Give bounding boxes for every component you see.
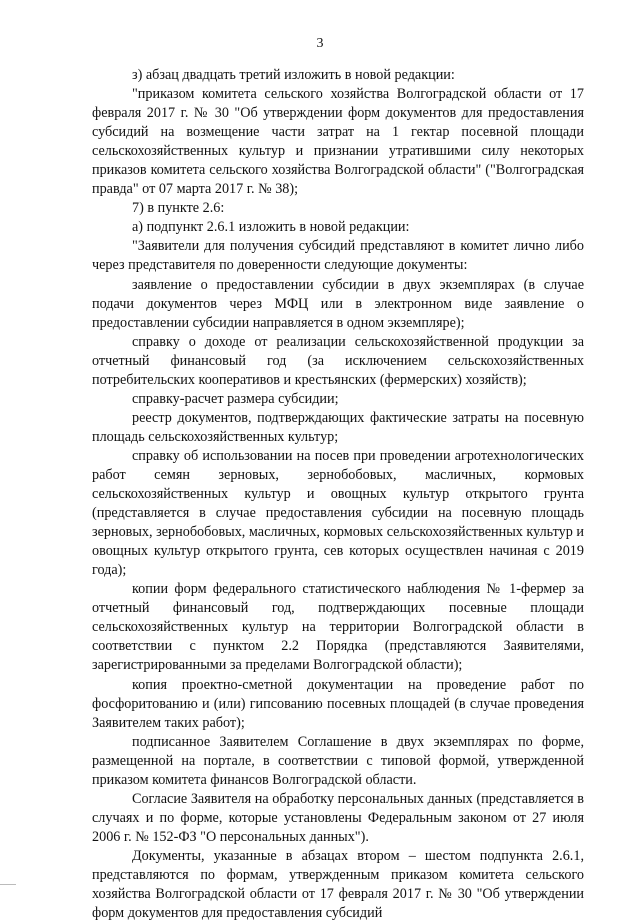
- paragraph-personal-data-consent: Согласие Заявителя на обработку персональных данных (представляется в случаях и по форме, которые установлены Федеральным законом от 27 июля 2006 г. № 152-ФЗ "О персональных данных").: [92, 790, 584, 845]
- paragraph-document-forms: Документы, указанные в абзацах втором – шестом подпункта 2.6.1, представляются по формам, утвержденным приказом комитета сельского хозяйства Волгоградской области от 17 февраля 2017 г. № 30 "Об утверждении форм документов для предоставления субсидий: [92, 847, 584, 922]
- scan-edge-mark: [0, 884, 16, 885]
- page-number: 3: [316, 36, 324, 51]
- paragraph-item-7: 7) в пункте 2.6:: [132, 200, 225, 217]
- paragraph-income-certificate: справку о доходе от реализации сельскохозяйственной продукции за отчетный финансовый год (за исключением сельскохозяйственных потребительских кооперативов и крестьянских (фермерских) хозяйств);: [92, 333, 584, 388]
- paragraph-agreement: подписанное Заявителем Соглашение в двух экземплярах по форме, размещенной на портале, в соответствии с типовой формой, утвержденной приказом комитета финансов Волгоградской области.: [92, 733, 584, 788]
- paragraph-registry: реестр документов, подтверждающих фактические затраты на посевную площадь сельскохозяйственных культур;: [92, 409, 584, 445]
- paragraph-order-citation: "приказом комитета сельского хозяйства Волгоградской области от 17 февраля 2017 г. № 30 "Об утверждении форм документов для предоставления субсидий на возмещение части затрат на 1 гектар посевной площади сельскохозяйственных культур и признании утратившими силу некоторых приказов комитета сельского хозяйства Волгоградской области" ("Волгоградская правда" от 07 марта 2017 г. № 38);: [92, 86, 584, 198]
- paragraph-application: заявление о предоставлении субсидии в двух экземплярах (в случае подачи документов через МФЦ или в электронном виде заявление о предоставлении субсидии направляется в одном экземпляре);: [92, 276, 584, 331]
- document-body: [92, 66, 584, 923]
- paragraph-subitem-a: а) подпункт 2.6.1 изложить в новой редакции:: [132, 219, 410, 236]
- paragraph-applicants: "Заявители для получения субсидий представляют в комитет лично либо через представителя по доверенности следующие документы:: [92, 238, 584, 274]
- paragraph-statistics-forms: копии форм федерального статистического наблюдения № 1-фермер за отчетный финансовый год, подтверждающих посевные площади сельскохозяйственных культур на территории Волгоградской области в соответствии с пунктом 2.2 Порядка (представляются Заявителями, зарегистрированными за пределами Волгоградской области);: [92, 581, 584, 674]
- paragraph-design-documentation: копия проектно-сметной документации на проведение работ по фосфоритованию и (или) гипсованию посевных площадей (в случае проведения Заявителем таких работ);: [92, 676, 584, 731]
- paragraph-amendment-z: з) абзац двадцать третий изложить в новой редакции:: [132, 67, 455, 83]
- paragraph-seed-certificate: справку об использовании на посев при проведении агротехнологических работ семян зерновых, зернобобовых, масличных, кормовых сельскохозяйственных культур и овощных культур открытого грунта (представляется в случае предоставления субсидии на посевную площадь зерновых, зернобобовых, масличных, кормовых сельскохозяйственных культур и овощных культур открытого грунта, сев которых осуществлен начиная с 2019 года);: [92, 447, 584, 579]
- paragraph-calculation: справку-расчет размера субсидии;: [132, 390, 339, 407]
